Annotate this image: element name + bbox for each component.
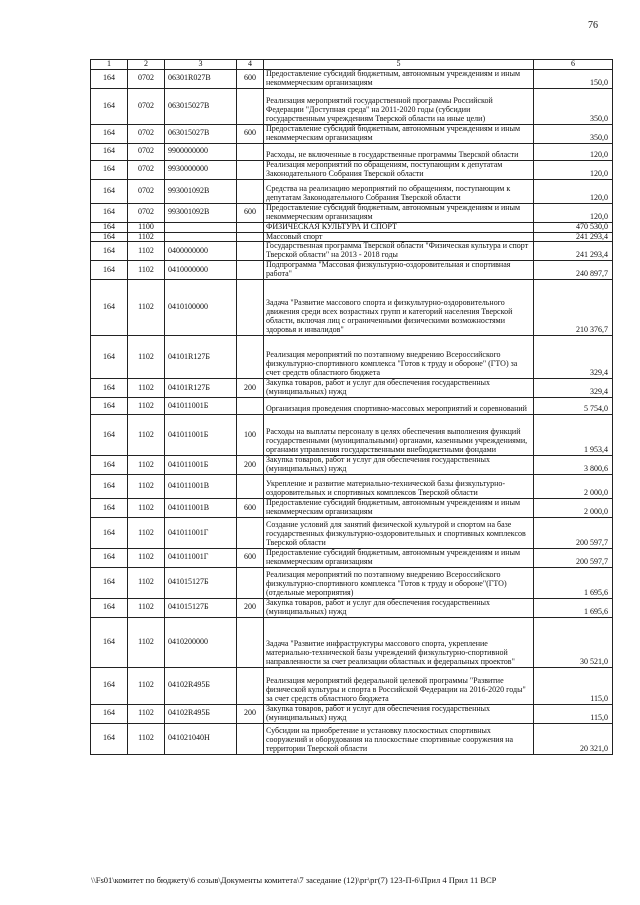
cell-c5: Расходы на выплаты персоналу в целях обеспечения выполнения функций государственными (муниципальными) органами, казенными учреждениями, органами управления государственными внебюджетными фондами xyxy=(264,415,534,456)
cell-c6: 210 376,7 xyxy=(534,280,613,336)
table-row xyxy=(91,617,613,667)
cell-c1: 164 xyxy=(91,179,128,203)
cell-c5: Закупка товаров, работ и услуг для обеспечения государственных (муниципальных) нужд xyxy=(264,379,534,398)
cell-c3: 04101R127Б xyxy=(165,379,237,398)
cell-c3: 041011001В xyxy=(165,499,237,518)
cell-c2: 1102 xyxy=(128,280,165,336)
cell-c1: 164 xyxy=(91,704,128,723)
cell-c4 xyxy=(237,88,264,124)
cell-c3: 0400000000 xyxy=(165,242,237,261)
cell-c2: 1102 xyxy=(128,518,165,549)
cell-c4: 600 xyxy=(237,499,264,518)
page-number: 76 xyxy=(588,20,598,31)
cell-c4 xyxy=(237,222,264,232)
cell-c3: 0410100000 xyxy=(165,280,237,336)
cell-c3: 993001092В xyxy=(165,203,237,222)
cell-c1: 164 xyxy=(91,475,128,499)
cell-c2: 0702 xyxy=(128,69,165,88)
cell-c4 xyxy=(237,475,264,499)
cell-c1: 164 xyxy=(91,88,128,124)
cell-c6: 115,0 xyxy=(534,667,613,704)
cell-c6: 120,0 xyxy=(534,203,613,222)
cell-c1: 164 xyxy=(91,143,128,160)
cell-c1: 164 xyxy=(91,398,128,415)
cell-c6: 2 000,0 xyxy=(534,499,613,518)
cell-c2: 1102 xyxy=(128,232,165,242)
table-row xyxy=(91,667,613,704)
cell-c5: Реализация мероприятий государственной программы Российской Федерации "Доступная среда" на 2011-2020 годы (субсидии государственным учреждениям Тверской области на иные цели) xyxy=(264,88,534,124)
cell-c3: 06301R027В xyxy=(165,69,237,88)
cell-c2: 1102 xyxy=(128,475,165,499)
cell-c1: 164 xyxy=(91,617,128,667)
cell-c4 xyxy=(237,518,264,549)
cell-c6: 115,0 xyxy=(534,704,613,723)
table-header-row xyxy=(91,60,613,70)
cell-c2: 1102 xyxy=(128,336,165,379)
cell-c4: 200 xyxy=(237,456,264,475)
cell-c3 xyxy=(165,222,237,232)
cell-c6: 200 597,7 xyxy=(534,518,613,549)
table-row xyxy=(91,280,613,336)
table-row xyxy=(91,456,613,475)
cell-c1: 164 xyxy=(91,567,128,598)
table-row xyxy=(91,518,613,549)
cell-c3: 041011001Г xyxy=(165,518,237,549)
cell-c6: 1 695,6 xyxy=(534,598,613,617)
cell-c5: Реализация мероприятий по поэтапному внедрению Всероссийского физкультурно-спортивного комплекса "Готов к труду и обороне"(ГТО) (отдельные мероприятия) xyxy=(264,567,534,598)
cell-c1: 164 xyxy=(91,415,128,456)
cell-c4 xyxy=(237,179,264,203)
cell-c2: 1102 xyxy=(128,456,165,475)
cell-c5: ФИЗИЧЕСКАЯ КУЛЬТУРА И СПОРТ xyxy=(264,222,534,232)
cell-c3: 9930000000 xyxy=(165,160,237,179)
cell-c3: 041011001В xyxy=(165,475,237,499)
cell-c5: Реализация мероприятий по поэтапному внедрению Всероссийского физкультурно-спортивного комплекса "Готов к труду и обороне" (ГТО) за счет средств областного бюджета xyxy=(264,336,534,379)
cell-c6: 120,0 xyxy=(534,143,613,160)
cell-c2: 0702 xyxy=(128,143,165,160)
cell-c3: 041021040Н xyxy=(165,723,237,754)
column-header: 1 xyxy=(91,60,128,70)
cell-c5: Предоставление субсидий бюджетным, автономным учреждениям и иным некоммерческим организациям xyxy=(264,124,534,143)
cell-c2: 1102 xyxy=(128,499,165,518)
cell-c1: 164 xyxy=(91,222,128,232)
cell-c1: 164 xyxy=(91,203,128,222)
cell-c4 xyxy=(237,160,264,179)
cell-c3: 0410200000 xyxy=(165,617,237,667)
cell-c2: 1100 xyxy=(128,222,165,232)
cell-c4: 100 xyxy=(237,415,264,456)
cell-c3: 063015027В xyxy=(165,88,237,124)
cell-c4: 600 xyxy=(237,549,264,568)
table-row xyxy=(91,499,613,518)
cell-c3: 04102R495Б xyxy=(165,667,237,704)
cell-c4: 600 xyxy=(237,124,264,143)
cell-c2: 1102 xyxy=(128,704,165,723)
cell-c5: Предоставление субсидий бюджетным, автономным учреждениям и иным некоммерческим организациям xyxy=(264,69,534,88)
cell-c4 xyxy=(237,617,264,667)
table-row xyxy=(91,598,613,617)
cell-c3: 9900000000 xyxy=(165,143,237,160)
cell-c5: Подпрограмма "Массовая физкультурно-оздоровительная и спортивная работа" xyxy=(264,261,534,280)
cell-c2: 0702 xyxy=(128,124,165,143)
table-row xyxy=(91,415,613,456)
cell-c2: 0702 xyxy=(128,179,165,203)
cell-c5: Государственная программа Тверской области "Физическая культура и спорт Тверской области" на 2013 - 2018 годы xyxy=(264,242,534,261)
cell-c3: 04102R495Б xyxy=(165,704,237,723)
cell-c5: Закупка товаров, работ и услуг для обеспечения государственных (муниципальных) нужд xyxy=(264,704,534,723)
cell-c4: 600 xyxy=(237,203,264,222)
cell-c4 xyxy=(237,336,264,379)
cell-c6: 241 293,4 xyxy=(534,232,613,242)
table-row xyxy=(91,179,613,203)
cell-c1: 164 xyxy=(91,280,128,336)
cell-c4 xyxy=(237,398,264,415)
cell-c4 xyxy=(237,723,264,754)
table-row xyxy=(91,379,613,398)
table-body xyxy=(91,69,613,754)
cell-c2: 1102 xyxy=(128,567,165,598)
cell-c6: 120,0 xyxy=(534,160,613,179)
cell-c1: 164 xyxy=(91,379,128,398)
cell-c1: 164 xyxy=(91,232,128,242)
cell-c5: Предоставление субсидий бюджетным, автономным учреждениям и иным некоммерческим организациям xyxy=(264,203,534,222)
cell-c4 xyxy=(237,567,264,598)
cell-c3: 041011001Б xyxy=(165,456,237,475)
cell-c2: 0702 xyxy=(128,88,165,124)
column-header: 6 xyxy=(534,60,613,70)
cell-c6: 350,0 xyxy=(534,124,613,143)
cell-c5: Задача "Развитие инфраструктуры массового спорта, укрепление материально-технической базы учреждений физкультурно-спортивной направленности за счет реализации областных и федеральных проектов" xyxy=(264,617,534,667)
cell-c2: 1102 xyxy=(128,242,165,261)
table-row xyxy=(91,567,613,598)
column-header: 4 xyxy=(237,60,264,70)
cell-c3 xyxy=(165,232,237,242)
budget-table xyxy=(90,59,613,755)
cell-c2: 1102 xyxy=(128,261,165,280)
cell-c4: 600 xyxy=(237,69,264,88)
cell-c6: 120,0 xyxy=(534,179,613,203)
column-header: 2 xyxy=(128,60,165,70)
table-row xyxy=(91,242,613,261)
cell-c2: 1102 xyxy=(128,598,165,617)
table-row xyxy=(91,723,613,754)
footer-file-path: \\Fs01\комитет по бюджету\6 созыв\Документы комитета\7 заседание (12)\рг\рг(7) 123-П-6\Прил 4 Прил 11 ВСР xyxy=(91,875,497,885)
cell-c2: 0702 xyxy=(128,203,165,222)
cell-c2: 1102 xyxy=(128,617,165,667)
cell-c3: 0410000000 xyxy=(165,261,237,280)
column-header: 5 xyxy=(264,60,534,70)
cell-c3: 041015127Б xyxy=(165,567,237,598)
table-row xyxy=(91,398,613,415)
cell-c5: Организация проведения спортивно-массовых мероприятий и соревнований xyxy=(264,398,534,415)
cell-c6: 5 754,0 xyxy=(534,398,613,415)
cell-c1: 164 xyxy=(91,160,128,179)
cell-c6: 150,0 xyxy=(534,69,613,88)
cell-c3: 041011001Г xyxy=(165,549,237,568)
cell-c4 xyxy=(237,261,264,280)
cell-c6: 350,0 xyxy=(534,88,613,124)
cell-c5: Средства на реализацию мероприятий по обращениям, поступающим к депутатам Законодательного Собрания Тверской области xyxy=(264,179,534,203)
cell-c2: 1102 xyxy=(128,549,165,568)
table-row xyxy=(91,704,613,723)
table-row xyxy=(91,143,613,160)
table-row xyxy=(91,261,613,280)
cell-c4 xyxy=(237,232,264,242)
cell-c6: 3 800,6 xyxy=(534,456,613,475)
cell-c1: 164 xyxy=(91,242,128,261)
cell-c1: 164 xyxy=(91,336,128,379)
cell-c5: Предоставление субсидий бюджетным, автономным учреждениям и иным некоммерческим организациям xyxy=(264,549,534,568)
cell-c6: 329,4 xyxy=(534,336,613,379)
cell-c4: 200 xyxy=(237,379,264,398)
cell-c3: 041015127Б xyxy=(165,598,237,617)
cell-c6: 241 293,4 xyxy=(534,242,613,261)
cell-c2: 1102 xyxy=(128,398,165,415)
cell-c1: 164 xyxy=(91,499,128,518)
cell-c6: 240 897,7 xyxy=(534,261,613,280)
cell-c6: 20 321,0 xyxy=(534,723,613,754)
cell-c1: 164 xyxy=(91,69,128,88)
table-row xyxy=(91,88,613,124)
table-row xyxy=(91,160,613,179)
table-row xyxy=(91,475,613,499)
cell-c2: 1102 xyxy=(128,667,165,704)
cell-c2: 1102 xyxy=(128,415,165,456)
table-row xyxy=(91,69,613,88)
cell-c5: Реализация мероприятий федеральной целевой программы "Развитие физической культуры и спорта в Российской Федерации на 2016-2020 годы" за счет средств областного бюджета xyxy=(264,667,534,704)
cell-c4 xyxy=(237,143,264,160)
cell-c6: 200 597,7 xyxy=(534,549,613,568)
cell-c1: 164 xyxy=(91,456,128,475)
cell-c3: 04101R127Б xyxy=(165,336,237,379)
cell-c1: 164 xyxy=(91,723,128,754)
table-row xyxy=(91,549,613,568)
cell-c4 xyxy=(237,280,264,336)
cell-c2: 1102 xyxy=(128,379,165,398)
cell-c6: 1 695,6 xyxy=(534,567,613,598)
cell-c5: Закупка товаров, работ и услуг для обеспечения государственных (муниципальных) нужд xyxy=(264,598,534,617)
cell-c6: 329,4 xyxy=(534,379,613,398)
cell-c1: 164 xyxy=(91,549,128,568)
column-header: 3 xyxy=(165,60,237,70)
cell-c4: 200 xyxy=(237,598,264,617)
cell-c5: Закупка товаров, работ и услуг для обеспечения государственных (муниципальных) нужд xyxy=(264,456,534,475)
cell-c6: 470 530,0 xyxy=(534,222,613,232)
table-row xyxy=(91,336,613,379)
cell-c1: 164 xyxy=(91,598,128,617)
cell-c5: Предоставление субсидий бюджетным, автономным учреждениям и иным некоммерческим организациям xyxy=(264,499,534,518)
cell-c2: 0702 xyxy=(128,160,165,179)
cell-c6: 30 521,0 xyxy=(534,617,613,667)
cell-c2: 1102 xyxy=(128,723,165,754)
cell-c3: 993001092В xyxy=(165,179,237,203)
cell-c3: 063015027В xyxy=(165,124,237,143)
cell-c1: 164 xyxy=(91,518,128,549)
cell-c4 xyxy=(237,242,264,261)
cell-c1: 164 xyxy=(91,124,128,143)
cell-c6: 1 953,4 xyxy=(534,415,613,456)
table-row xyxy=(91,232,613,242)
cell-c3: 041011001Б xyxy=(165,415,237,456)
cell-c5: Расходы, не включенные в государственные программы Тверской области xyxy=(264,143,534,160)
cell-c4 xyxy=(237,667,264,704)
cell-c5: Реализация мероприятий по обращениям, поступающим к депутатам Законодательного Собрания Тверской области xyxy=(264,160,534,179)
cell-c1: 164 xyxy=(91,667,128,704)
table-row xyxy=(91,124,613,143)
cell-c5: Создание условий для занятий физической культурой и спортом на базе государственных физкультурно-оздоровительных и спортивных комплексов Тверской области xyxy=(264,518,534,549)
cell-c5: Массовый спорт xyxy=(264,232,534,242)
cell-c5: Укрепление и развитие материально-технической базы физкультурно-оздоровительных и спортивных комплексов Тверской области xyxy=(264,475,534,499)
cell-c5: Задача "Развитие массового спорта и физкультурно-оздоровительного движения среди всех возрастных групп и категорий населения Тверской области, включая лиц с ограниченными физическими возможностями здоровья и инвалидов" xyxy=(264,280,534,336)
table-row xyxy=(91,203,613,222)
cell-c1: 164 xyxy=(91,261,128,280)
cell-c5: Субсидии на приобретение и установку плоскостных спортивных сооружений и оборудования на плоскостные спортивные сооружения на территории Тверской области xyxy=(264,723,534,754)
cell-c4: 200 xyxy=(237,704,264,723)
cell-c6: 2 000,0 xyxy=(534,475,613,499)
table-row xyxy=(91,222,613,232)
cell-c3: 041011001Б xyxy=(165,398,237,415)
